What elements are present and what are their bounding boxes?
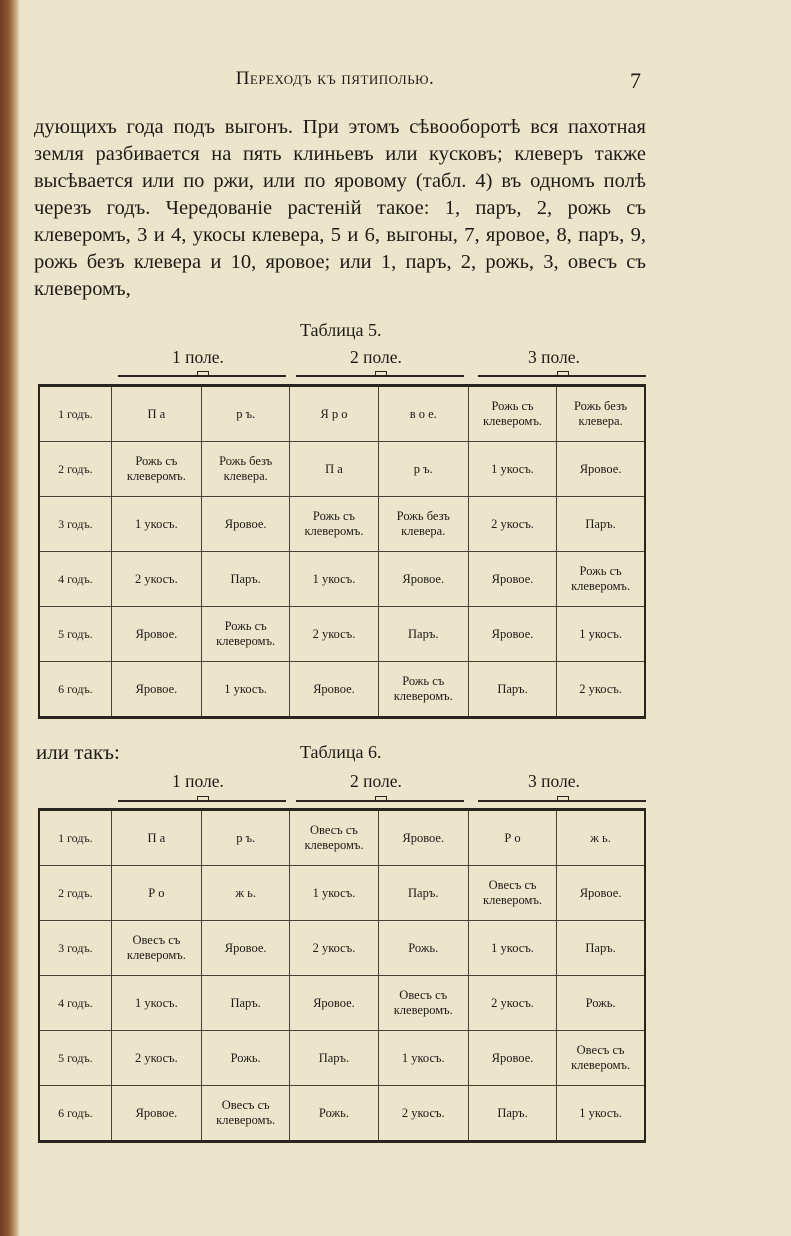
table6-caption: Таблица 6. <box>300 742 382 762</box>
year-cell: 2 годъ. <box>39 866 111 921</box>
year-cell: 5 годъ. <box>39 1031 111 1086</box>
crop-cell: Яровое. <box>468 1031 556 1086</box>
crop-cell: ж ь. <box>557 810 645 866</box>
table6-field-1-label: 1 поле. <box>172 771 224 791</box>
table5-caption: Таблица 5. <box>300 320 382 340</box>
year-cell: 1 годъ. <box>39 810 111 866</box>
crop-cell: 2 укосъ. <box>468 497 556 552</box>
table-row <box>39 497 645 552</box>
table6-field-2-label: 2 поле. <box>350 771 402 791</box>
crop-cell: Рожь. <box>202 1031 290 1086</box>
table5-field-1-label: 1 поле. <box>172 347 224 367</box>
crop-cell: 2 укосъ. <box>468 976 556 1031</box>
crop-cell: Яровое. <box>290 662 378 718</box>
crop-cell: 2 укосъ. <box>290 921 378 976</box>
crop-cell: Яровое. <box>557 442 645 497</box>
crop-cell: 1 укосъ. <box>111 497 201 552</box>
year-cell: 2 годъ. <box>39 442 111 497</box>
year-cell: 1 годъ. <box>39 386 111 442</box>
crop-cell: 1 укосъ. <box>468 442 556 497</box>
crop-cell: Рожь съ клеверомъ. <box>290 497 378 552</box>
crop-cell: 2 укосъ. <box>111 552 201 607</box>
crop-cell: Рожь. <box>290 1086 378 1142</box>
page-number: 7 <box>630 68 641 93</box>
crop-cell: Паръ. <box>557 497 645 552</box>
crop-cell: 1 укосъ. <box>557 607 645 662</box>
crop-cell: Овесъ съ клеверомъ. <box>468 866 556 921</box>
crop-cell: Яровое. <box>111 662 201 718</box>
table-row <box>39 386 645 442</box>
crop-cell: Яровое. <box>557 866 645 921</box>
year-cell: 3 годъ. <box>39 921 111 976</box>
crop-cell: 1 укосъ. <box>290 552 378 607</box>
crop-cell: 1 укосъ. <box>468 921 556 976</box>
crop-cell: Овесъ съ клеверомъ. <box>378 976 468 1031</box>
crop-cell: Яровое. <box>468 552 556 607</box>
crop-cell: Яровое. <box>290 976 378 1031</box>
table-row <box>39 866 645 921</box>
crop-cell: Паръ. <box>202 552 290 607</box>
crop-cell: Овесъ съ клеверомъ. <box>202 1086 290 1142</box>
crop-cell: Паръ. <box>557 921 645 976</box>
table6-field-3-label: 3 поле. <box>528 771 580 791</box>
crop-cell: Рожь съ клеверомъ. <box>111 442 201 497</box>
crop-cell: Рожь съ клеверомъ. <box>378 662 468 718</box>
crop-cell: Я р о <box>290 386 378 442</box>
year-cell: 3 годъ. <box>39 497 111 552</box>
table6-field-3-brace <box>478 793 646 802</box>
crop-cell: Паръ. <box>202 976 290 1031</box>
crop-cell: Яровое. <box>378 552 468 607</box>
crop-cell: Рожь безъ клевера. <box>378 497 468 552</box>
crop-cell: П а <box>111 386 201 442</box>
running-title: Переходъ къ пятиполью. <box>235 68 435 89</box>
crop-cell: 1 укосъ. <box>202 662 290 718</box>
crop-cell: р ъ. <box>202 810 290 866</box>
crop-cell: 1 укосъ. <box>111 976 201 1031</box>
table-row <box>39 976 645 1031</box>
table-row <box>39 552 645 607</box>
crop-cell: 2 укосъ. <box>378 1086 468 1142</box>
table-row <box>39 1086 645 1142</box>
table-row <box>39 442 645 497</box>
crop-cell: Яровое. <box>378 810 468 866</box>
table5-field-3-label: 3 поле. <box>528 347 580 367</box>
transition-text: или такъ: <box>36 740 120 764</box>
table-row <box>39 1031 645 1086</box>
crop-cell: Овесъ съ клеверомъ. <box>111 921 201 976</box>
year-cell: 4 годъ. <box>39 976 111 1031</box>
crop-cell: 2 укосъ. <box>111 1031 201 1086</box>
crop-cell: Рожь безъ клевера. <box>557 386 645 442</box>
table6-field-1-brace <box>118 793 286 802</box>
year-cell: 6 годъ. <box>39 1086 111 1142</box>
crop-cell: Рожь съ клеверомъ. <box>468 386 556 442</box>
crop-cell: 2 укосъ. <box>557 662 645 718</box>
table5-field-3-brace <box>478 368 646 377</box>
crop-cell: Яровое. <box>468 607 556 662</box>
crop-cell: 1 укосъ. <box>378 1031 468 1086</box>
crop-cell: Яровое. <box>111 607 201 662</box>
table6 <box>38 808 646 1143</box>
crop-cell: р ъ. <box>202 386 290 442</box>
table6-field-2-brace <box>296 793 464 802</box>
crop-cell: Рожь съ клеверомъ. <box>557 552 645 607</box>
crop-cell: 1 укосъ. <box>290 866 378 921</box>
table5-field-2-label: 2 поле. <box>350 347 402 367</box>
crop-cell: 1 укосъ. <box>557 1086 645 1142</box>
crop-cell: Паръ. <box>290 1031 378 1086</box>
crop-cell: Рожь безъ клевера. <box>202 442 290 497</box>
crop-cell: Паръ. <box>468 1086 556 1142</box>
year-cell: 4 годъ. <box>39 552 111 607</box>
table-row <box>39 921 645 976</box>
crop-cell: Паръ. <box>378 866 468 921</box>
crop-cell: Паръ. <box>468 662 556 718</box>
table5-field-2-brace <box>296 368 464 377</box>
crop-cell: Яровое. <box>202 497 290 552</box>
crop-cell: Овесъ съ клеверомъ. <box>557 1031 645 1086</box>
crop-cell: Паръ. <box>378 607 468 662</box>
year-cell: 5 годъ. <box>39 607 111 662</box>
table-row <box>39 662 645 718</box>
crop-cell: Р о <box>111 866 201 921</box>
crop-cell: 2 укосъ. <box>290 607 378 662</box>
body-paragraph: дующихъ года подъ выгонъ. При этомъ сѣвооборотѣ вся пахотная земля разбивается на пять клиньевъ или кусковъ; клеверъ также высѣвается или по ржи, или по яровому (табл. 4) въ одномъ полѣ черезъ годъ. Чередованіе растеній такое: 1, паръ, 2, рожь съ клеверомъ, 3 и 4, укосы клевера, 5 и 6, выгоны, 7, яровое, 8, паръ, 9, рожь безъ клевера и 10, яровое; или 1, паръ, 2, рожь, 3, овесъ съ клеверомъ, <box>34 116 646 300</box>
crop-cell: в о е. <box>378 386 468 442</box>
table5 <box>38 384 646 719</box>
crop-cell: Яровое. <box>202 921 290 976</box>
crop-cell: Овесъ съ клеверомъ. <box>290 810 378 866</box>
crop-cell: Р о <box>468 810 556 866</box>
crop-cell: П а <box>111 810 201 866</box>
year-cell: 6 годъ. <box>39 662 111 718</box>
crop-cell: Рожь съ клеверомъ. <box>202 607 290 662</box>
crop-cell: ж ь. <box>202 866 290 921</box>
table-row <box>39 810 645 866</box>
crop-cell: Рожь. <box>378 921 468 976</box>
crop-cell: П а <box>290 442 378 497</box>
table5-field-1-brace <box>118 368 286 377</box>
crop-cell: р ъ. <box>378 442 468 497</box>
table-row <box>39 607 645 662</box>
crop-cell: Рожь. <box>557 976 645 1031</box>
crop-cell: Яровое. <box>111 1086 201 1142</box>
